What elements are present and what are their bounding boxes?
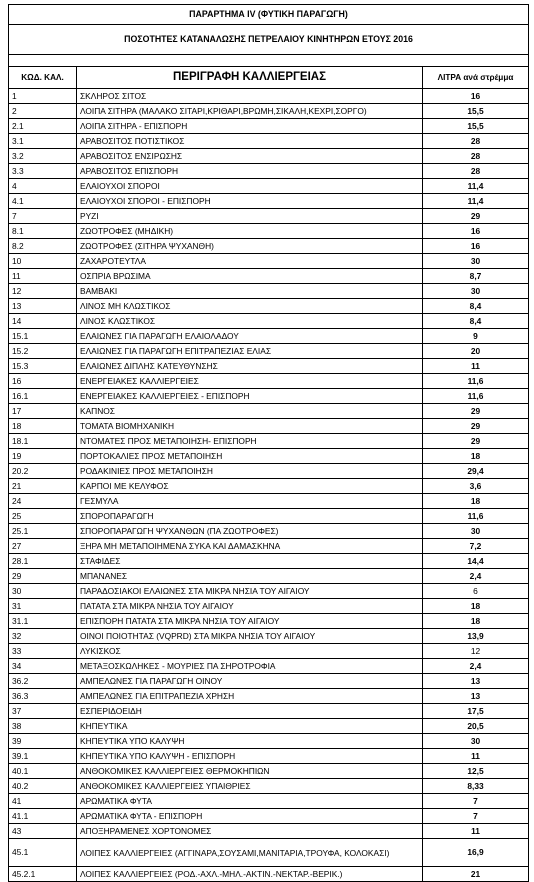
- table-row: [9, 134, 529, 149]
- crop-description: ΚΗΠΕΥΤΙΚΑ: [77, 719, 423, 734]
- liters-per-stremma: 14,4: [423, 554, 529, 569]
- liters-per-stremma: 13: [423, 689, 529, 704]
- liters-per-stremma: 20: [423, 344, 529, 359]
- crop-code: 32: [9, 629, 77, 644]
- crop-code: 4.1: [9, 194, 77, 209]
- crop-code: 2.1: [9, 119, 77, 134]
- crop-description: ΚΑΡΠΟΙ ΜΕ ΚΕΛΥΦΟΣ: [77, 479, 423, 494]
- crop-code: 31: [9, 599, 77, 614]
- column-header-row: [9, 67, 529, 89]
- table-row: [9, 299, 529, 314]
- liters-per-stremma: 11,4: [423, 179, 529, 194]
- crop-description: ΕΛΑΙΟΥΧΟΙ ΣΠΟΡΟΙ: [77, 179, 423, 194]
- liters-per-stremma: 11,6: [423, 389, 529, 404]
- crop-code: 3.2: [9, 149, 77, 164]
- crop-code: 41.1: [9, 809, 77, 824]
- crop-code: 8.2: [9, 239, 77, 254]
- crop-description: ΑΡΑΒΟΣΙΤΟΣ ΕΠΙΣΠΟΡΗ: [77, 164, 423, 179]
- crop-code: 38: [9, 719, 77, 734]
- crop-code: 36.2: [9, 674, 77, 689]
- liters-per-stremma: 30: [423, 734, 529, 749]
- crop-code: 25.1: [9, 524, 77, 539]
- liters-per-stremma: 29: [423, 419, 529, 434]
- liters-per-stremma: 17,5: [423, 704, 529, 719]
- liters-per-stremma: 7: [423, 794, 529, 809]
- crop-description: ΞΗΡΑ ΜΗ ΜΕΤΑΠΟΙΗΜΕΝΑ ΣΥΚΑ ΚΑΙ ΔΑΜΑΣΚΗΝΑ: [77, 539, 423, 554]
- crop-code: 19: [9, 449, 77, 464]
- table-row: [9, 794, 529, 809]
- crop-code: 2: [9, 104, 77, 119]
- crop-code: 31.1: [9, 614, 77, 629]
- crop-code: 34: [9, 659, 77, 674]
- crop-description: ΑΡΩΜΑΤΙΚΑ ΦΥΤΑ: [77, 794, 423, 809]
- crop-description: ΟΙΝΟΙ ΠΟΙΟΤΗΤΑΣ (VQPRD) ΣΤΑ ΜΙΚΡΑ ΝΗΣΙΑ ΤΟΥ ΑΙΓΑΙΟΥ: [77, 629, 423, 644]
- crop-description: ΛΟΙΠΕΣ ΚΑΛΛΙΕΡΓΕΙΕΣ (ΑΓΓΙΝΑΡΑ,ΣΟΥΣΑΜΙ,ΜΑΝΙΤΑΡΙΑ,ΤΡΟΥΦΑ, ΚΟΛΟΚΑΣΙ): [77, 839, 423, 867]
- crop-description: ΑΝΘΟΚΟΜΙΚΕΣ ΚΑΛΛΙΕΡΓΕΙΕΣ ΥΠΑΙΘΡΙΕΣ: [77, 779, 423, 794]
- crop-code: 39.1: [9, 749, 77, 764]
- crop-description: ΠΑΡΑΔΟΣΙΑΚΟΙ ΕΛΑΙΩΝΕΣ ΣΤΑ ΜΙΚΡΑ ΝΗΣΙΑ ΤΟΥ ΑΙΓΑΙΟΥ: [77, 584, 423, 599]
- table-row: [9, 404, 529, 419]
- crop-code: 7: [9, 209, 77, 224]
- crop-description: ΖΩΟΤΡΟΦΕΣ (ΜΗΔΙΚΗ): [77, 224, 423, 239]
- liters-per-stremma: 13: [423, 674, 529, 689]
- table-row: [9, 434, 529, 449]
- liters-per-stremma: 11,6: [423, 509, 529, 524]
- liters-per-stremma: 29: [423, 209, 529, 224]
- crop-description: ΟΣΠΡΙΑ ΒΡΩΣΙΜΑ: [77, 269, 423, 284]
- liters-per-stremma: 12,5: [423, 764, 529, 779]
- crop-code: 10: [9, 254, 77, 269]
- liters-per-stremma: 20,5: [423, 719, 529, 734]
- liters-per-stremma: 11: [423, 824, 529, 839]
- crop-description: ΑΡΑΒΟΣΙΤΟΣ ΕΝΣΙΡΩΣΗΣ: [77, 149, 423, 164]
- table-row: [9, 314, 529, 329]
- document-subtitle: ΠΟΣΟΤΗΤΕΣ ΚΑΤΑΝΑΛΩΣΗΣ ΠΕΤΡΕΛΑΙΟΥ ΚΙΝΗΤΗΡΩΝ ΕΤΟΥΣ 2016: [9, 25, 529, 55]
- table-row: [9, 749, 529, 764]
- liters-per-stremma: 30: [423, 284, 529, 299]
- table-row: [9, 329, 529, 344]
- liters-per-stremma: 18: [423, 599, 529, 614]
- crop-code: 41: [9, 794, 77, 809]
- table-row: [9, 599, 529, 614]
- header-code: ΚΩΔ. ΚΑΛ.: [9, 67, 77, 89]
- crop-code: 1: [9, 89, 77, 104]
- crop-description: ΛΟΙΠΕΣ ΚΑΛΛΙΕΡΓΕΙΕΣ (ΡΟΔ.-ΑΧΛ.-ΜΗΛ.-ΑΚΤΙΝ.-ΝΕΚΤΑΡ.-ΒΕΡΙΚ.): [77, 867, 423, 882]
- table-row: [9, 419, 529, 434]
- crop-code: 20.2: [9, 464, 77, 479]
- crop-description: ΣΤΑΦΙΔΕΣ: [77, 554, 423, 569]
- crop-description: ΛΥΚΙΣΚΟΣ: [77, 644, 423, 659]
- crop-description: ΑΡΩΜΑΤΙΚΑ ΦΥΤΑ - ΕΠΙΣΠΟΡΗ: [77, 809, 423, 824]
- liters-per-stremma: 28: [423, 134, 529, 149]
- crop-code: 27: [9, 539, 77, 554]
- liters-per-stremma: 30: [423, 524, 529, 539]
- crop-code: 37: [9, 704, 77, 719]
- table-row: [9, 119, 529, 134]
- crop-code: 4: [9, 179, 77, 194]
- table-row: [9, 149, 529, 164]
- liters-per-stremma: 11: [423, 359, 529, 374]
- table-row: [9, 629, 529, 644]
- table-row: [9, 539, 529, 554]
- liters-per-stremma: 29: [423, 404, 529, 419]
- crop-description: ΣΠΟΡΟΠΑΡΑΓΩΓΗ: [77, 509, 423, 524]
- liters-per-stremma: 9: [423, 329, 529, 344]
- crop-code: 40.1: [9, 764, 77, 779]
- table-row: [9, 344, 529, 359]
- liters-per-stremma: 2,4: [423, 659, 529, 674]
- table-row: [9, 179, 529, 194]
- crop-code: 8.1: [9, 224, 77, 239]
- liters-per-stremma: 16: [423, 89, 529, 104]
- crop-code: 39: [9, 734, 77, 749]
- liters-per-stremma: 28: [423, 149, 529, 164]
- table-row: [9, 659, 529, 674]
- liters-per-stremma: 18: [423, 614, 529, 629]
- liters-per-stremma: 18: [423, 494, 529, 509]
- liters-per-stremma: 6: [423, 584, 529, 599]
- crop-description: ΛΟΙΠΑ ΣΙΤΗΡΑ (ΜΑΛΑΚΟ ΣΙΤΑΡΙ,ΚΡΙΘΑΡΙ,ΒΡΩΜΗ,ΣΙΚΑΛΗ,ΚΕΧΡΙ,ΣΟΡΓΟ): [77, 104, 423, 119]
- liters-per-stremma: 8,4: [423, 314, 529, 329]
- crop-description: ΚΑΠΝΟΣ: [77, 404, 423, 419]
- table-row: [9, 464, 529, 479]
- crop-description: ΕΝΕΡΓΕΙΑΚΕΣ ΚΑΛΛΙΕΡΓΕΙΕΣ: [77, 374, 423, 389]
- crop-description: ΛΙΝΟΣ ΚΛΩΣΤΙΚΟΣ: [77, 314, 423, 329]
- table-row: [9, 164, 529, 179]
- liters-per-stremma: 16: [423, 224, 529, 239]
- crop-code: 3.3: [9, 164, 77, 179]
- liters-per-stremma: 30: [423, 254, 529, 269]
- crop-description: ΓΕΣΜΥΛΑ: [77, 494, 423, 509]
- crop-code: 16.1: [9, 389, 77, 404]
- crop-description: ΕΛΑΙΩΝΕΣ ΓΙΑ ΠΑΡΑΓΩΓΗ ΕΛΑΙΟΛΑΔΟΥ: [77, 329, 423, 344]
- crop-code: 21: [9, 479, 77, 494]
- liters-per-stremma: 7: [423, 809, 529, 824]
- table-row: [9, 479, 529, 494]
- liters-per-stremma: 3,6: [423, 479, 529, 494]
- crop-code: 24: [9, 494, 77, 509]
- liters-per-stremma: 18: [423, 449, 529, 464]
- crop-code: 45.1: [9, 839, 77, 867]
- crop-code: 29: [9, 569, 77, 584]
- table-row: [9, 209, 529, 224]
- table-row: [9, 867, 529, 882]
- subtitle-row: [9, 25, 529, 55]
- crop-description: ΕΛΑΙΟΥΧΟΙ ΣΠΟΡΟΙ - ΕΠΙΣΠΟΡΗ: [77, 194, 423, 209]
- table-row: [9, 614, 529, 629]
- table-row: [9, 449, 529, 464]
- crop-description: ΠΟΡΤΟΚΑΛΙΕΣ ΠΡΟΣ ΜΕΤΑΠΟΙΗΣΗ: [77, 449, 423, 464]
- crop-description: ΖΑΧΑΡΟΤΕΥΤΛΑ: [77, 254, 423, 269]
- liters-per-stremma: 15,5: [423, 119, 529, 134]
- table-row: [9, 584, 529, 599]
- table-row: [9, 734, 529, 749]
- consumption-table: [8, 4, 529, 882]
- liters-per-stremma: 11,6: [423, 374, 529, 389]
- crop-code: 3.1: [9, 134, 77, 149]
- crop-description: ΕΛΑΙΩΝΕΣ ΓΙΑ ΠΑΡΑΓΩΓΗ ΕΠΙΤΡΑΠΕΖΙΑΣ ΕΛΙΑΣ: [77, 344, 423, 359]
- liters-per-stremma: 13,9: [423, 629, 529, 644]
- crop-description: ΛΟΙΠΑ ΣΙΤΗΡΑ - ΕΠΙΣΠΟΡΗ: [77, 119, 423, 134]
- crop-code: 17: [9, 404, 77, 419]
- table-row: [9, 704, 529, 719]
- table-row: [9, 524, 529, 539]
- table-row: [9, 374, 529, 389]
- crop-code: 11: [9, 269, 77, 284]
- crop-description: ΣΠΟΡΟΠΑΡΑΓΩΓΗ ΨΥΧΑΝΘΩΝ (ΠΑ ΖΩΟΤΡΟΦΕΣ): [77, 524, 423, 539]
- table-row: [9, 89, 529, 104]
- table-row: [9, 809, 529, 824]
- crop-description: ΕΣΠΕΡΙΔΟΕΙΔΗ: [77, 704, 423, 719]
- table-row: [9, 824, 529, 839]
- crop-code: 12: [9, 284, 77, 299]
- liters-per-stremma: 7,2: [423, 539, 529, 554]
- table-row: [9, 764, 529, 779]
- header-description: ΠΕΡΙΓΡΑΦΗ ΚΑΛΛΙΕΡΓΕΙΑΣ: [77, 67, 423, 89]
- table-row: [9, 509, 529, 524]
- crop-description: ΒΑΜΒΑΚΙ: [77, 284, 423, 299]
- liters-per-stremma: 16: [423, 239, 529, 254]
- crop-description: ΑΡΑΒΟΣΙΤΟΣ ΠΟΤΙΣΤΙΚΟΣ: [77, 134, 423, 149]
- crop-description: ΤΟΜΑΤΑ ΒΙΟΜΗΧΑΝΙΚΗ: [77, 419, 423, 434]
- liters-per-stremma: 11: [423, 749, 529, 764]
- crop-description: ΚΗΠΕΥΤΙΚΑ ΥΠΟ ΚΑΛΥΨΗ: [77, 734, 423, 749]
- liters-per-stremma: 8,33: [423, 779, 529, 794]
- liters-per-stremma: 8,4: [423, 299, 529, 314]
- crop-code: 36.3: [9, 689, 77, 704]
- crop-description: ΕΛΑΙΩΝΕΣ ΔΙΠΛΗΣ ΚΑΤΕΥΘΥΝΣΗΣ: [77, 359, 423, 374]
- crop-code: 40.2: [9, 779, 77, 794]
- table-row: [9, 104, 529, 119]
- crop-description: ΡΟΔΑΚΙΝΙΕΣ ΠΡΟΣ ΜΕΤΑΠΟΙΗΣΗ: [77, 464, 423, 479]
- table-row: [9, 689, 529, 704]
- table-row: [9, 674, 529, 689]
- table-row: [9, 779, 529, 794]
- crop-description: ΕΝΕΡΓΕΙΑΚΕΣ ΚΑΛΛΙΕΡΓΕΙΕΣ - ΕΠΙΣΠΟΡΗ: [77, 389, 423, 404]
- crop-code: 14: [9, 314, 77, 329]
- crop-code: 28.1: [9, 554, 77, 569]
- crop-code: 13: [9, 299, 77, 314]
- spacer-row: [9, 55, 529, 67]
- crop-description: ΜΠΑΝΑΝΕΣ: [77, 569, 423, 584]
- crop-description: ΑΜΠΕΛΩΝΕΣ ΓΙΑ ΕΠΙΤΡΑΠΕΖΙΑ ΧΡΗΣΗ: [77, 689, 423, 704]
- table-row: [9, 644, 529, 659]
- spacer-cell: [9, 55, 529, 67]
- crop-code: 25: [9, 509, 77, 524]
- liters-per-stremma: 29: [423, 434, 529, 449]
- table-row: [9, 839, 529, 867]
- table-row: [9, 554, 529, 569]
- crop-description: ΣΚΛΗΡΟΣ ΣΙΤΟΣ: [77, 89, 423, 104]
- liters-per-stremma: 16,9: [423, 839, 529, 867]
- crop-description: ΝΤΟΜΑΤΕΣ ΠΡΟΣ ΜΕΤΑΠΟΙΗΣΗ- ΕΠΙΣΠΟΡΗ: [77, 434, 423, 449]
- crop-code: 15.1: [9, 329, 77, 344]
- table-row: [9, 389, 529, 404]
- liters-per-stremma: 2,4: [423, 569, 529, 584]
- liters-per-stremma: 11,4: [423, 194, 529, 209]
- crop-code: 15.3: [9, 359, 77, 374]
- table-row: [9, 284, 529, 299]
- crop-description: ΑΜΠΕΛΩΝΕΣ ΓΙΑ ΠΑΡΑΓΩΓΗ ΟΙΝΟΥ: [77, 674, 423, 689]
- crop-description: ΑΠΟΞΗΡΑΜΕΝΕΣ ΧΟΡΤΟΝΟΜΕΣ: [77, 824, 423, 839]
- table-row: [9, 494, 529, 509]
- crop-description: ΠΑΤΑΤΑ ΣΤΑ ΜΙΚΡΑ ΝΗΣΙΑ ΤΟΥ ΑΙΓΑΙΟΥ: [77, 599, 423, 614]
- liters-per-stremma: 29,4: [423, 464, 529, 479]
- header-value: ΛΙΤΡΑ ανά στρέμμα: [423, 67, 529, 89]
- crop-code: 43: [9, 824, 77, 839]
- table-row: [9, 569, 529, 584]
- crop-description: ΛΙΝΟΣ ΜΗ ΚΛΩΣΤΙΚΟΣ: [77, 299, 423, 314]
- crop-description: ΕΠΙΣΠΟΡΗ ΠΑΤΑΤΑ ΣΤΑ ΜΙΚΡΑ ΝΗΣΙΑ ΤΟΥ ΑΙΓΑΙΟΥ: [77, 614, 423, 629]
- table-row: [9, 254, 529, 269]
- crop-code: 18.1: [9, 434, 77, 449]
- crop-code: 30: [9, 584, 77, 599]
- liters-per-stremma: 8,7: [423, 269, 529, 284]
- table-row: [9, 719, 529, 734]
- document-title: ΠΑΡΑΡΤΗΜΑ IV (ΦΥΤΙΚΗ ΠΑΡΑΓΩΓΗ): [9, 5, 529, 25]
- table-row: [9, 269, 529, 284]
- crop-code: 33: [9, 644, 77, 659]
- liters-per-stremma: 28: [423, 164, 529, 179]
- crop-description: ΑΝΘΟΚΟΜΙΚΕΣ ΚΑΛΛΙΕΡΓΕΙΕΣ ΘΕΡΜΟΚΗΠΙΩΝ: [77, 764, 423, 779]
- liters-per-stremma: 12: [423, 644, 529, 659]
- crop-description: ΜΕΤΑΞΟΣΚΩΛΗΚΕΣ - ΜΟΥΡΙΕΣ ΠΑ ΣΗΡΟΤΡΟΦΙΑ: [77, 659, 423, 674]
- table-row: [9, 224, 529, 239]
- crop-description: ΚΗΠΕΥΤΙΚΑ ΥΠΟ ΚΑΛΥΨΗ - ΕΠΙΣΠΟΡΗ: [77, 749, 423, 764]
- table-row: [9, 194, 529, 209]
- liters-per-stremma: 21: [423, 867, 529, 882]
- crop-code: 16: [9, 374, 77, 389]
- crop-description: ΡΥΖΙ: [77, 209, 423, 224]
- table-row: [9, 359, 529, 374]
- table-row: [9, 239, 529, 254]
- title-row: [9, 5, 529, 25]
- crop-code: 45.2.1: [9, 867, 77, 882]
- crop-description: ΖΩΟΤΡΟΦΕΣ (ΣΙΤΗΡΑ ΨΥΧΑΝΘΗ): [77, 239, 423, 254]
- liters-per-stremma: 15,5: [423, 104, 529, 119]
- crop-code: 18: [9, 419, 77, 434]
- crop-code: 15.2: [9, 344, 77, 359]
- document-sheet: [8, 4, 528, 882]
